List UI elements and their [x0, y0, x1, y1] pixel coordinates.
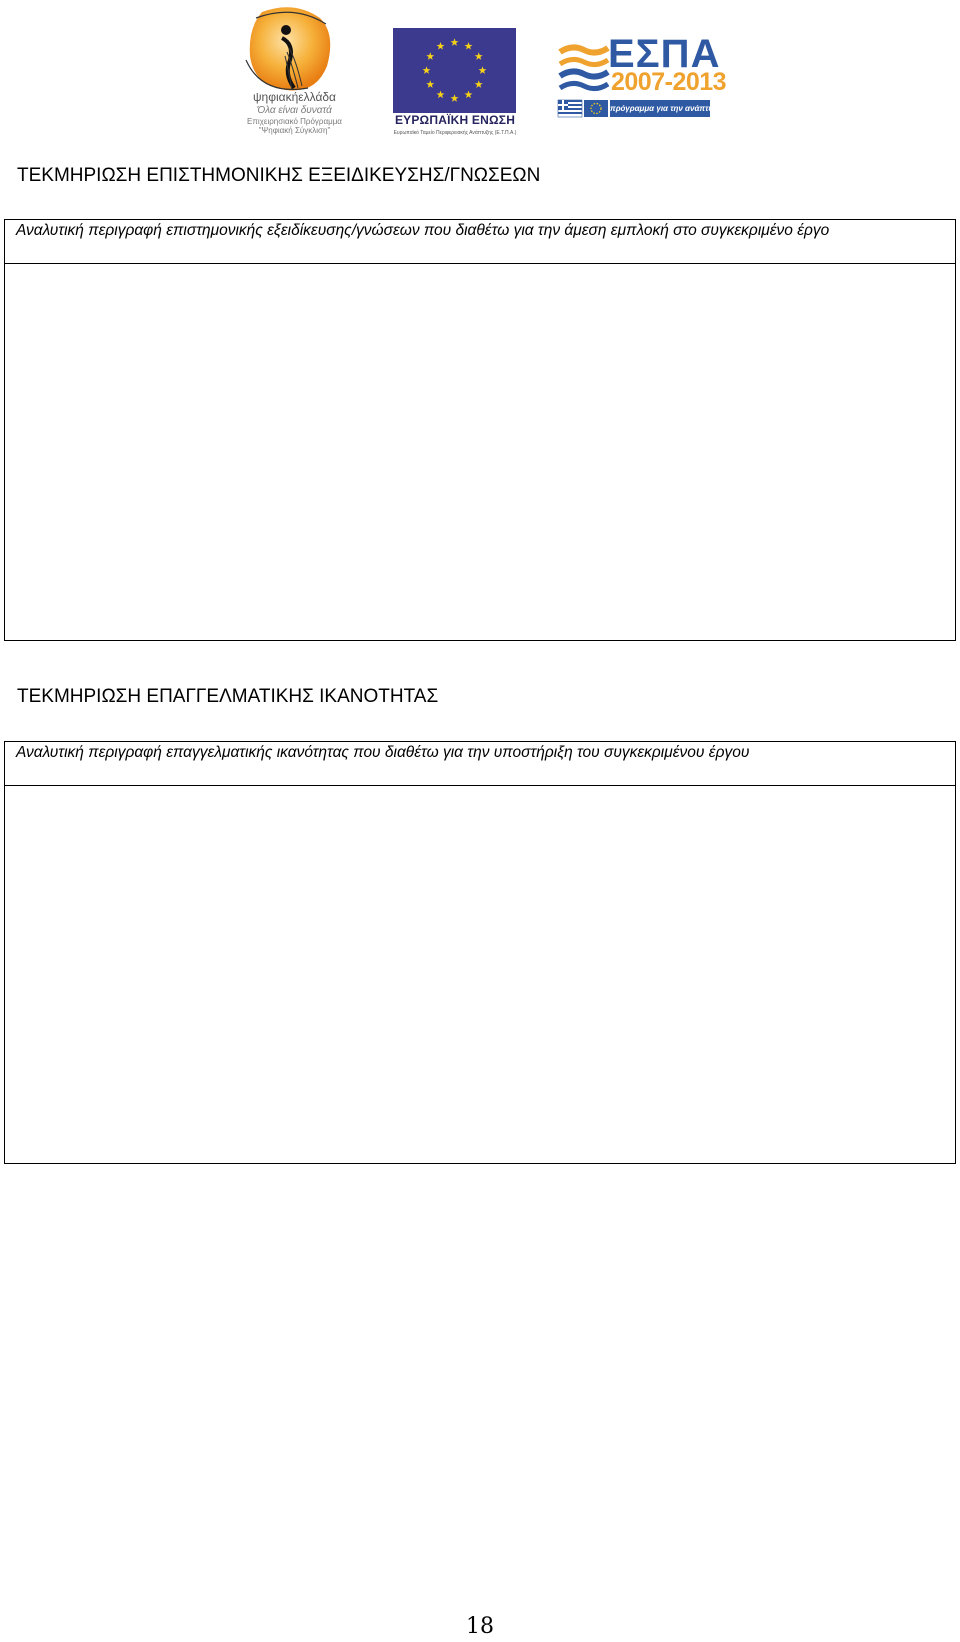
professional-competence-box-header: Αναλυτική περιγραφή επαγγελματικής ικανότητας που διαθέτω για την υποστήριξη του συγκεκριμένου έργου: [5, 742, 955, 786]
scientific-expertise-box: [4, 219, 956, 641]
section-heading-scientific: ΤΕΚΜΗΡΙΩΣΗ ΕΠΙΣΤΗΜΟΝΙΚΗΣ ΕΞΕΙΔΙΚΕΥΣΗΣ/ΓΝΩΣΕΩΝ: [17, 165, 541, 186]
eu-star-icon: [437, 91, 445, 99]
page-number: 18: [466, 1614, 494, 1639]
espa-years: 2007-2013: [611, 68, 727, 96]
scientific-expertise-box-header: Αναλυτική περιγραφή επιστημονικής εξειδίκευσης/γνώσεων που διαθέτω για την άμεση εμπλοκή στο συγκεκριμένο έργο: [5, 220, 955, 264]
espa-word: ΕΣΠΑ: [608, 32, 721, 76]
espa-tagline: πρόγραμμα για την ανάπτυξη: [610, 100, 710, 117]
section-heading-professional: ΤΕΚΜΗΡΙΩΣΗ ΕΠΑΓΓΕΛΜΑΤΙΚΗΣ ΙΚΑΝΟΤΗΤΑΣ: [17, 686, 439, 707]
eu-star-icon: [451, 38, 459, 46]
eu-fund: Ευρωπαϊκό Ταμείο Περιφερειακής Ανάπτυξης (Ε.Τ.Π.Α.): [393, 130, 517, 136]
digital-greece-brand: ψηφιακήελλάδα: [252, 90, 336, 104]
scientific-expertise-text-area[interactable]: [5, 264, 955, 640]
professional-competence-text-area[interactable]: [5, 786, 955, 1163]
eu-star-icon: [437, 42, 445, 50]
eu-star-icon: [475, 80, 483, 88]
eu-star-icon: [465, 91, 473, 99]
eu-title: ΕΥΡΩΠΑΪΚΗ ΕΝΩΣΗ: [394, 113, 516, 127]
digital-greece-emblem-icon: [232, 4, 357, 96]
eu-star-icon: [426, 80, 434, 88]
logo-header: [0, 0, 960, 145]
digital-greece-programme: Επιχειρησιακό Πρόγραμμα: [247, 117, 342, 126]
eu-star-icon: [475, 52, 483, 60]
professional-competence-box: [4, 741, 956, 1164]
espa-waves-icon: [558, 40, 610, 102]
eu-star-icon: [426, 52, 434, 60]
eu-star-icon: [465, 42, 473, 50]
eu-star-icon: [479, 66, 487, 74]
digital-greece-slogan: Όλα είναι δυνατά: [257, 105, 332, 116]
eu-star-icon: [451, 94, 459, 102]
digital-greece-logo: [232, 4, 357, 138]
eu-logo: [392, 28, 518, 140]
digital-greece-programme-name: "Ψηφιακή Σύγκλιση": [258, 126, 331, 135]
eu-flag-icon: [393, 28, 516, 113]
eu-star-icon: [423, 66, 431, 74]
espa-logo: [558, 32, 727, 122]
